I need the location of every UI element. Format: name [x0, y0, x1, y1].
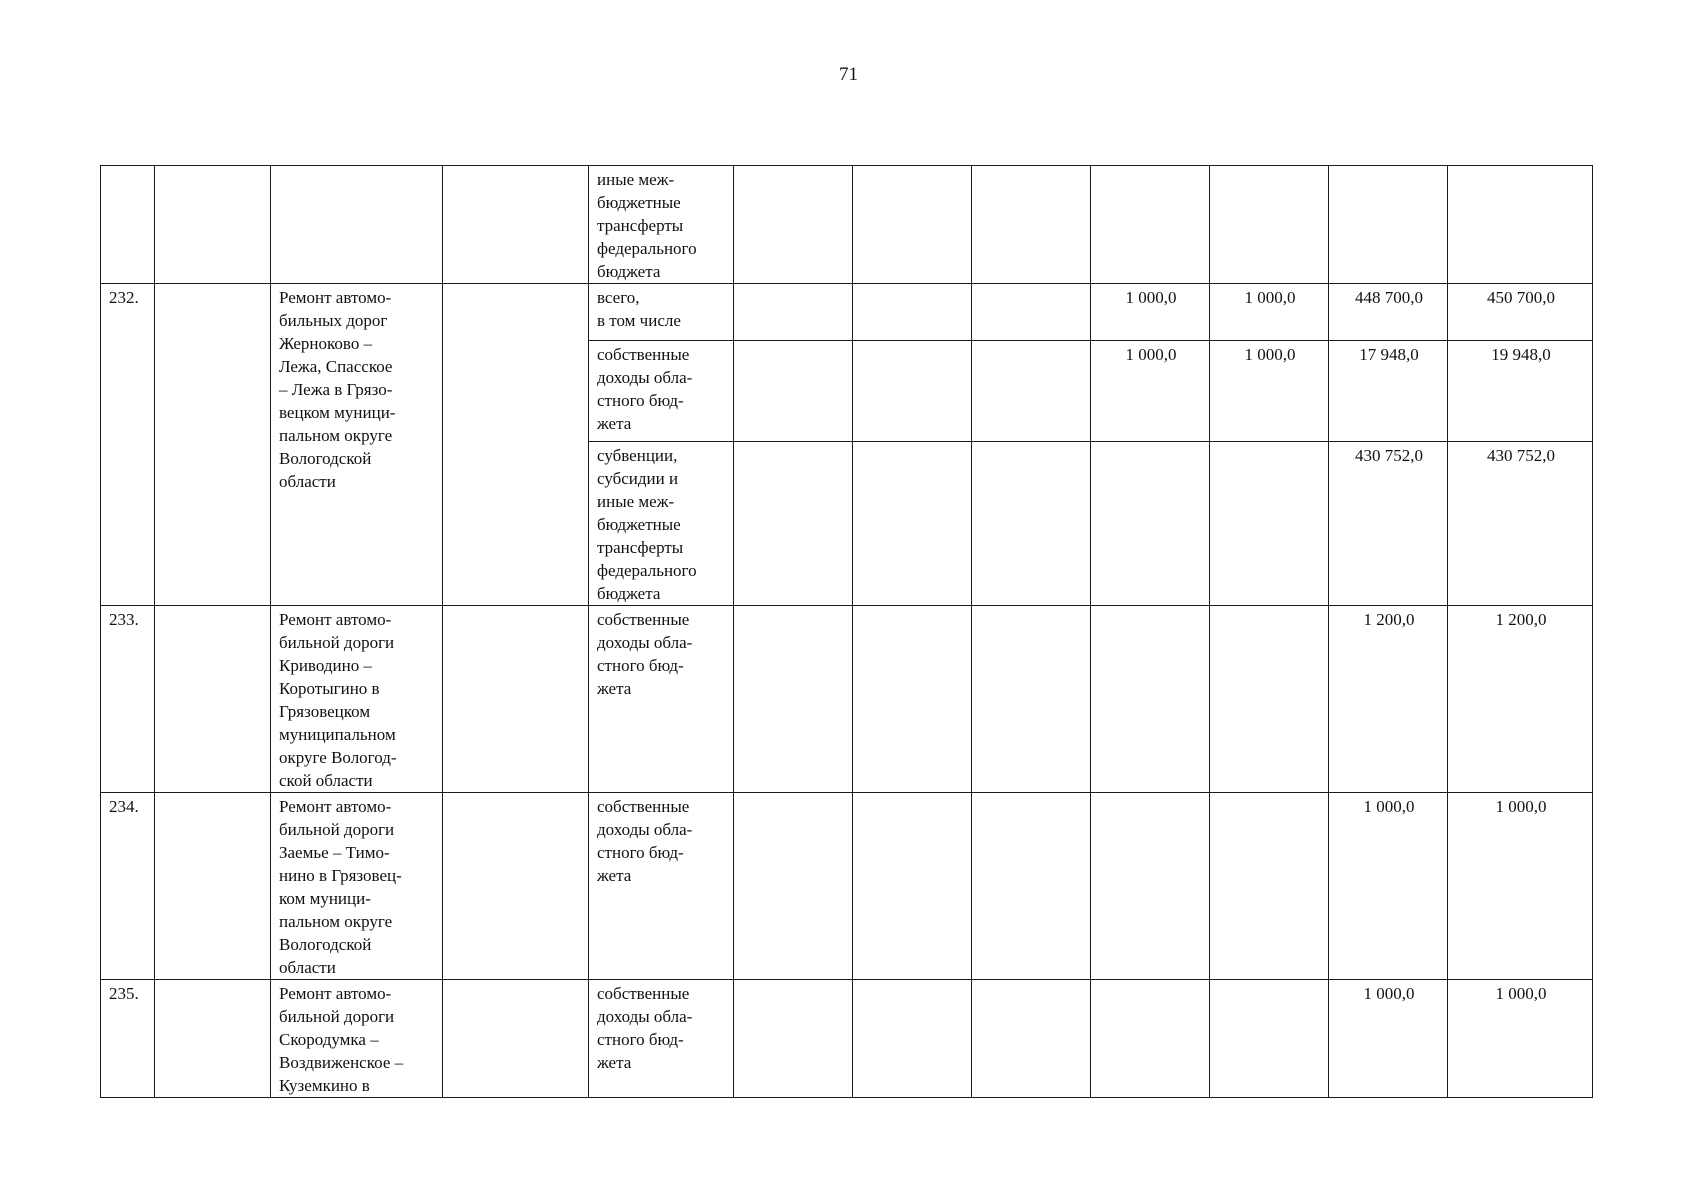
funding-source-cell [589, 166, 734, 284]
amount-cell: 448 700,0 [1329, 284, 1448, 341]
row-number: 234. [101, 793, 155, 980]
amount-cell: 1 000,0 [1210, 341, 1329, 442]
row-number: 235. [101, 980, 155, 1098]
table-row-234 [101, 793, 1593, 980]
amount-cell: 1 000,0 [1329, 980, 1448, 1098]
row-number: 233. [101, 606, 155, 793]
funding-source: собственные доходы обла- стного бюд- жета [589, 980, 734, 1098]
funding-source: субвенции, субсидии и иные меж- бюджетные трансферты федерального бюджета [589, 442, 734, 606]
amount-cell: 17 948,0 [1329, 341, 1448, 442]
row-number: 232. [101, 284, 155, 606]
object-name: Ремонт автомо- бильных дорог Жерноково – Лежа, Спасское – Лежа в Грязо- вецком муници- пальном округе Вологодской области [271, 284, 443, 606]
table-row-232 [101, 284, 1593, 341]
amount-cell: 1 000,0 [1091, 284, 1210, 341]
funding-source-text: иные меж- бюджетные трансферты федерального бюджета [597, 170, 697, 281]
total-cell: 1 200,0 [1448, 606, 1593, 793]
funding-source: всего, в том числе [589, 284, 734, 341]
table-row-235 [101, 980, 1593, 1098]
table-row-233 [101, 606, 1593, 793]
object-name: Ремонт автомо- бильной дороги Скородумка – Воздвиженское – Куземкино в [271, 980, 443, 1098]
amount-cell: 1 000,0 [1210, 284, 1329, 341]
amount-cell: 430 752,0 [1329, 442, 1448, 606]
object-name: Ремонт автомо- бильной дороги Заемье – Тимо- нино в Грязовец- ком муници- пальном округе Вологодской области [271, 793, 443, 980]
total-cell: 19 948,0 [1448, 341, 1593, 442]
total-cell: 1 000,0 [1448, 793, 1593, 980]
funding-source: собственные доходы обла- стного бюд- жета [589, 793, 734, 980]
total-cell: 1 000,0 [1448, 980, 1593, 1098]
amount-cell: 1 000,0 [1091, 341, 1210, 442]
funding-source: собственные доходы обла- стного бюд- жета [589, 341, 734, 442]
amount-cell: 1 000,0 [1329, 793, 1448, 980]
table-row-continuation [101, 166, 1593, 284]
funding-source: собственные доходы обла- стного бюд- жета [589, 606, 734, 793]
total-cell: 430 752,0 [1448, 442, 1593, 606]
object-name: Ремонт автомо- бильной дороги Криводино – Коротыгино в Грязовецком муниципальном округе Вологод- ской области [271, 606, 443, 793]
amount-cell: 1 200,0 [1329, 606, 1448, 793]
total-cell: 450 700,0 [1448, 284, 1593, 341]
page-number: 71 [839, 64, 858, 85]
budget-table [100, 165, 1593, 1098]
